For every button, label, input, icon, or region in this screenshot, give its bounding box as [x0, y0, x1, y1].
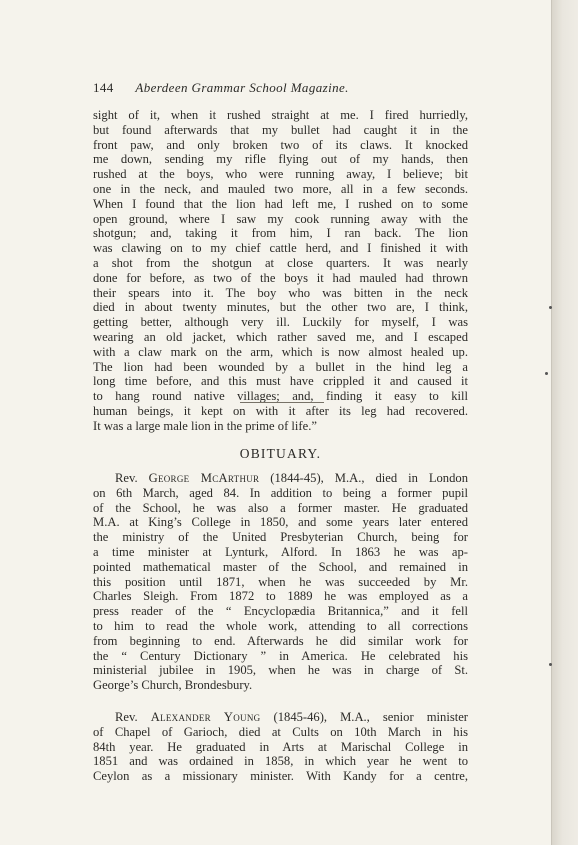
- text-line: a shot from the shotgun at close quarters. It was nearly: [93, 255, 468, 270]
- text-line: was clawing on to my chief cattle herd, and I finished it with: [93, 241, 468, 256]
- text-line: the “ Century Dictionary ” in America. He celebrated his: [93, 648, 468, 663]
- text-line: The lion had been wounded by a bullet in the hind leg a: [93, 359, 468, 374]
- section-divider: [240, 402, 324, 403]
- text-line: long time before, and this must have crippled it and caused it: [93, 374, 468, 389]
- text-line: done for before, as two of the boys it had mauled had thrown: [93, 270, 468, 285]
- section-heading: OBITUARY.: [239, 446, 322, 461]
- text-line: Charles Sleigh. From 1872 to 1889 he was employed as a: [93, 589, 468, 604]
- obituary-young: [93, 710, 468, 784]
- text-line: a time minister at Lynturk, Alford. In 1863 he was ap-: [93, 544, 468, 559]
- text-line: pointed mathematical master of the School, and remained in: [93, 559, 468, 574]
- text-line: the ministry of the United Presbyterian Church, being for: [93, 530, 468, 545]
- text-line: [93, 471, 468, 486]
- text-line: rushed at the boys, who were running away, I believe; bit: [93, 167, 468, 182]
- continued-story: [93, 108, 468, 434]
- text-line: 84th year. He graduated in Arts at Marischal College in: [93, 739, 468, 754]
- text-line: sight of it, when it rushed straight at me. I fired hurriedly,: [93, 108, 468, 122]
- text-line: press reader of the “ Encyclopædia Britannica,” and it fell: [93, 604, 468, 619]
- text-line: M.A. at King’s College in 1850, and some years later entered: [93, 515, 468, 530]
- text-line: getting better, although very ill. Luckily for myself, I was: [93, 315, 468, 330]
- margin-mark: [549, 663, 552, 666]
- text-line: shotgun; and, taking it from him, I ran back. The lion: [93, 226, 468, 241]
- text-line: wearing an old jacket, which rather saved me, and I escaped: [93, 329, 468, 344]
- text-line: to him to read the whole work, attending to all corrections: [93, 618, 468, 633]
- running-head: [93, 80, 473, 96]
- text-line: When I found that the lion had left me, I rushed on to some: [93, 196, 468, 211]
- deceased-name: George McArthur: [148, 471, 260, 485]
- text-line: on 6th March, aged 84. In addition to being a former pupil: [93, 485, 468, 500]
- text-line: of Chapel of Garioch, died at Cults on 10th March in his: [93, 724, 468, 739]
- text-line: one in the neck, and mauled two more, all in a few seconds.: [93, 181, 468, 196]
- text-line: died in about twenty minutes, but the other two are, I think,: [93, 300, 468, 315]
- page-edge: [552, 0, 578, 845]
- text-line: of the School, he was also a former master. He graduated: [93, 500, 468, 515]
- name-prefix: Rev.: [115, 710, 151, 724]
- margin-mark: [549, 306, 552, 309]
- line-text: (1845-46), M.A., senior minister: [260, 710, 468, 724]
- text-line: ministerial jubilee in 1905, when he was in charge of St.: [93, 663, 468, 678]
- margin-mark: [545, 372, 548, 375]
- page-number: 144: [93, 80, 114, 95]
- text-line: It was a large male lion in the prime of life.”: [93, 418, 317, 433]
- text-line: George’s Church, Brondesbury.: [93, 678, 253, 693]
- text-line: [93, 710, 468, 725]
- text-line: Ceylon as a missionary minister. With Kandy for a centre,: [93, 769, 468, 784]
- text-line: this position until 1871, when he was succeeded by Mr.: [93, 574, 468, 589]
- text-line: their spears into it. The boy who was bitten in the neck: [93, 285, 468, 300]
- text-line: me down, sending my rifle flying out of my hands, then: [93, 152, 468, 167]
- deceased-name: Alexander Young: [150, 710, 261, 724]
- text-line: from beginning to end. Afterwards he did similar work for: [93, 633, 468, 648]
- text-line: with a claw mark on the arm, which is now almost healed up.: [93, 344, 468, 359]
- text-line: 1851 and was ordained in 1858, in which year he went to: [93, 754, 468, 769]
- magazine-title: Aberdeen Grammar School Magazine.: [135, 80, 349, 95]
- text-line: but found afterwards that my bullet had caught it in the: [93, 122, 468, 137]
- line-text: (1844-45), M.A., died in London: [259, 471, 468, 485]
- obituary-mcarthur: [93, 471, 468, 693]
- text-line: human beings, it kept on with it after its leg had recovered.: [93, 403, 468, 418]
- text-line: open ground, where I saw my cook running away with the: [93, 211, 468, 226]
- name-prefix: Rev.: [115, 471, 149, 485]
- text-line: to hang round native villages; and, finding it easy to kill: [93, 389, 468, 404]
- text-line: front paw, and only broken two of its claws. It knocked: [93, 137, 468, 152]
